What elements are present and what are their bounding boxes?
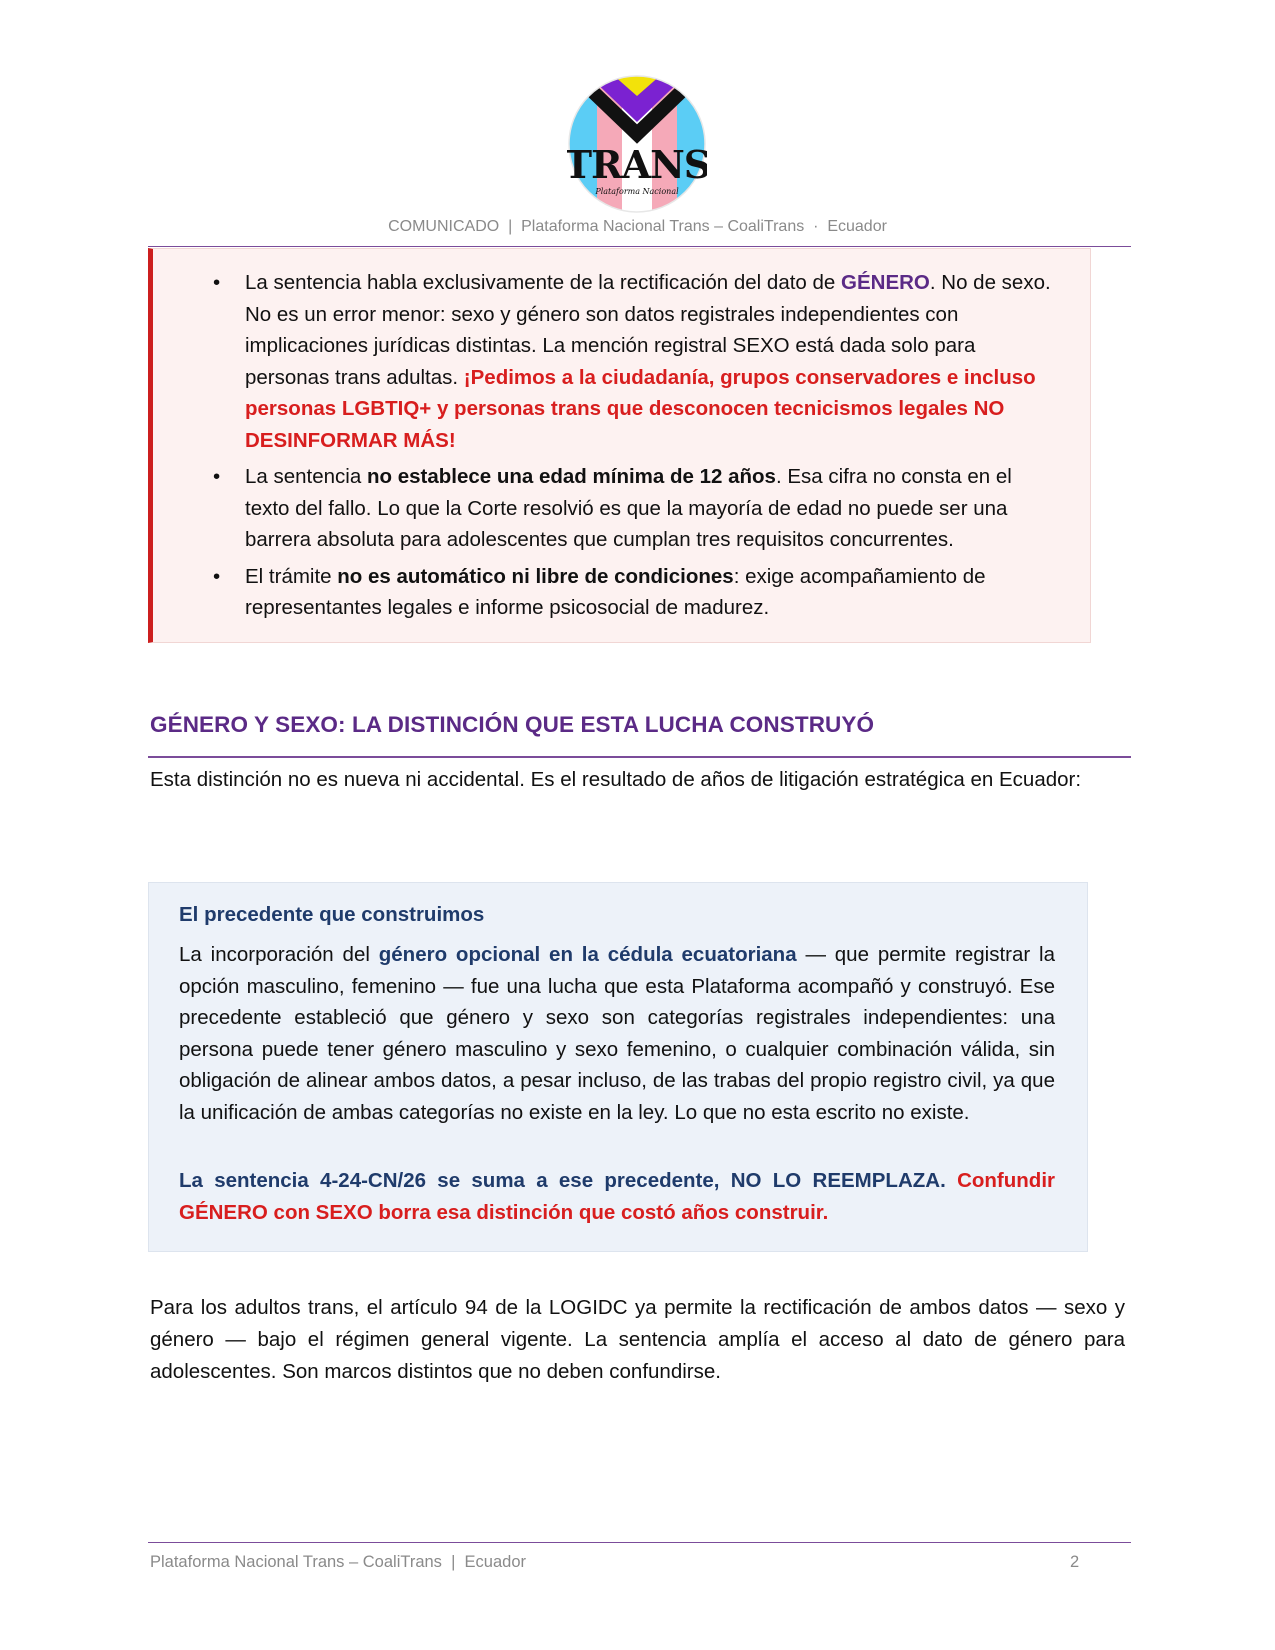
section-heading: GÉNERO Y SEXO: LA DISTINCIÓN QUE ESTA LUCHA CONSTRUYÓ [150, 712, 875, 737]
logo-text: TRANS [567, 142, 707, 187]
precedent-conclusion-red: Confundir GÉNERO con SEXO borra esa distinción que costó años construir. [179, 1169, 1055, 1224]
bullet-text: La sentencia [245, 465, 367, 488]
closing-paragraph: Para los adultos trans, el artículo 94 de la LOGIDC ya permite la rectificación de ambos datos — sexo y género — bajo el régimen general vigente. La sentencia amplía el acceso al dato de género para adolescentes. Son marcos distintos que no deben confundirse. [150, 1296, 1125, 1383]
bullet-alert-text: ¡Pedimos a la ciudadanía, grupos conservadores e incluso personas LGBTIQ+ y personas trans que desconocen tecnicismos legales NO DESINFORMAR MÁS! [245, 365, 1036, 452]
bullet-text: : exige acompañamiento de representantes legales e informe psicosocial de madurez. [245, 564, 986, 619]
precedent-box [148, 882, 1088, 1252]
section-divider [148, 756, 1131, 758]
bullet-text: . Esa cifra no consta en el texto del fallo. Lo que la Corte resolvió es que la mayoría de edad no puede ser una barrera absoluta para adolescentes que cumplan tres requisitos concurrentes. [245, 465, 1012, 551]
precedent-text: — que permite registrar la opción masculino, femenino — fue una lucha que esta Plataforma acompañó y construyó. Ese precedente estableció que género y sexo son categorías registrales independientes: una persona puede tener género masculino y sexo femenino, o cualquier combinación válida, sin obligación de alinear ambos datos, a pesar incluso, de las trabas del propio registro civil, ya que la unificación de ambas categorías no existe en la ley. Lo que no esta escrito no existe. [179, 943, 1055, 1124]
bullet-text: . No de sexo. No es un error menor: sexo y género son datos registrales independientes con implicaciones jurídicas distintas. La mención registral SEXO está dada solo para personas trans adultas. [245, 271, 1051, 389]
precedent-body [179, 939, 1055, 1128]
precedent-title: El precedente que construimos [179, 903, 485, 926]
alert-bullet-list [153, 267, 1090, 629]
bullet-text: El trámite [245, 564, 338, 588]
trans-platform-logo [567, 74, 707, 214]
logo-subtitle: Plataforma Nacional [595, 187, 679, 196]
intro-paragraph: Esta distinción no es nueva ni accidental. Es el resultado de años de litigación estratégica en Ecuador: [150, 768, 1082, 791]
precedent-emphasis: género opcional en la cédula ecuatoriana [378, 943, 797, 966]
footer-divider [148, 1542, 1131, 1543]
bullet-dot-icon: • [213, 465, 221, 488]
bullet-text: La sentencia habla exclusivamente de la rectificación del dato de [245, 271, 842, 294]
header-line: COMUNICADO | Plataforma Nacional Trans – CoaliTrans · Ecuador [388, 218, 887, 235]
alert-bullet [153, 461, 1090, 556]
precedent-conclusion [179, 1165, 1055, 1228]
alert-bullet [153, 267, 1090, 456]
header-divider [148, 246, 1131, 247]
precedent-text: La incorporación del [179, 943, 379, 966]
bullet-emphasis: GÉNERO [841, 271, 930, 294]
bullet-emphasis: no establece una edad mínima de 12 años [366, 465, 776, 488]
bullet-dot-icon: • [213, 564, 221, 588]
footer-text: Plataforma Nacional Trans – CoaliTrans | Ecuador [150, 1553, 527, 1571]
alert-box [148, 248, 1091, 643]
page-number: 2 [1070, 1553, 1080, 1571]
bullet-dot-icon: • [213, 271, 221, 294]
precedent-conclusion-navy: La sentencia 4-24-CN/26 se suma a ese precedente, NO LO REEMPLAZA. [179, 1169, 946, 1192]
bullet-emphasis: no es automático ni libre de condiciones [337, 564, 734, 588]
alert-bullet [153, 561, 1090, 624]
